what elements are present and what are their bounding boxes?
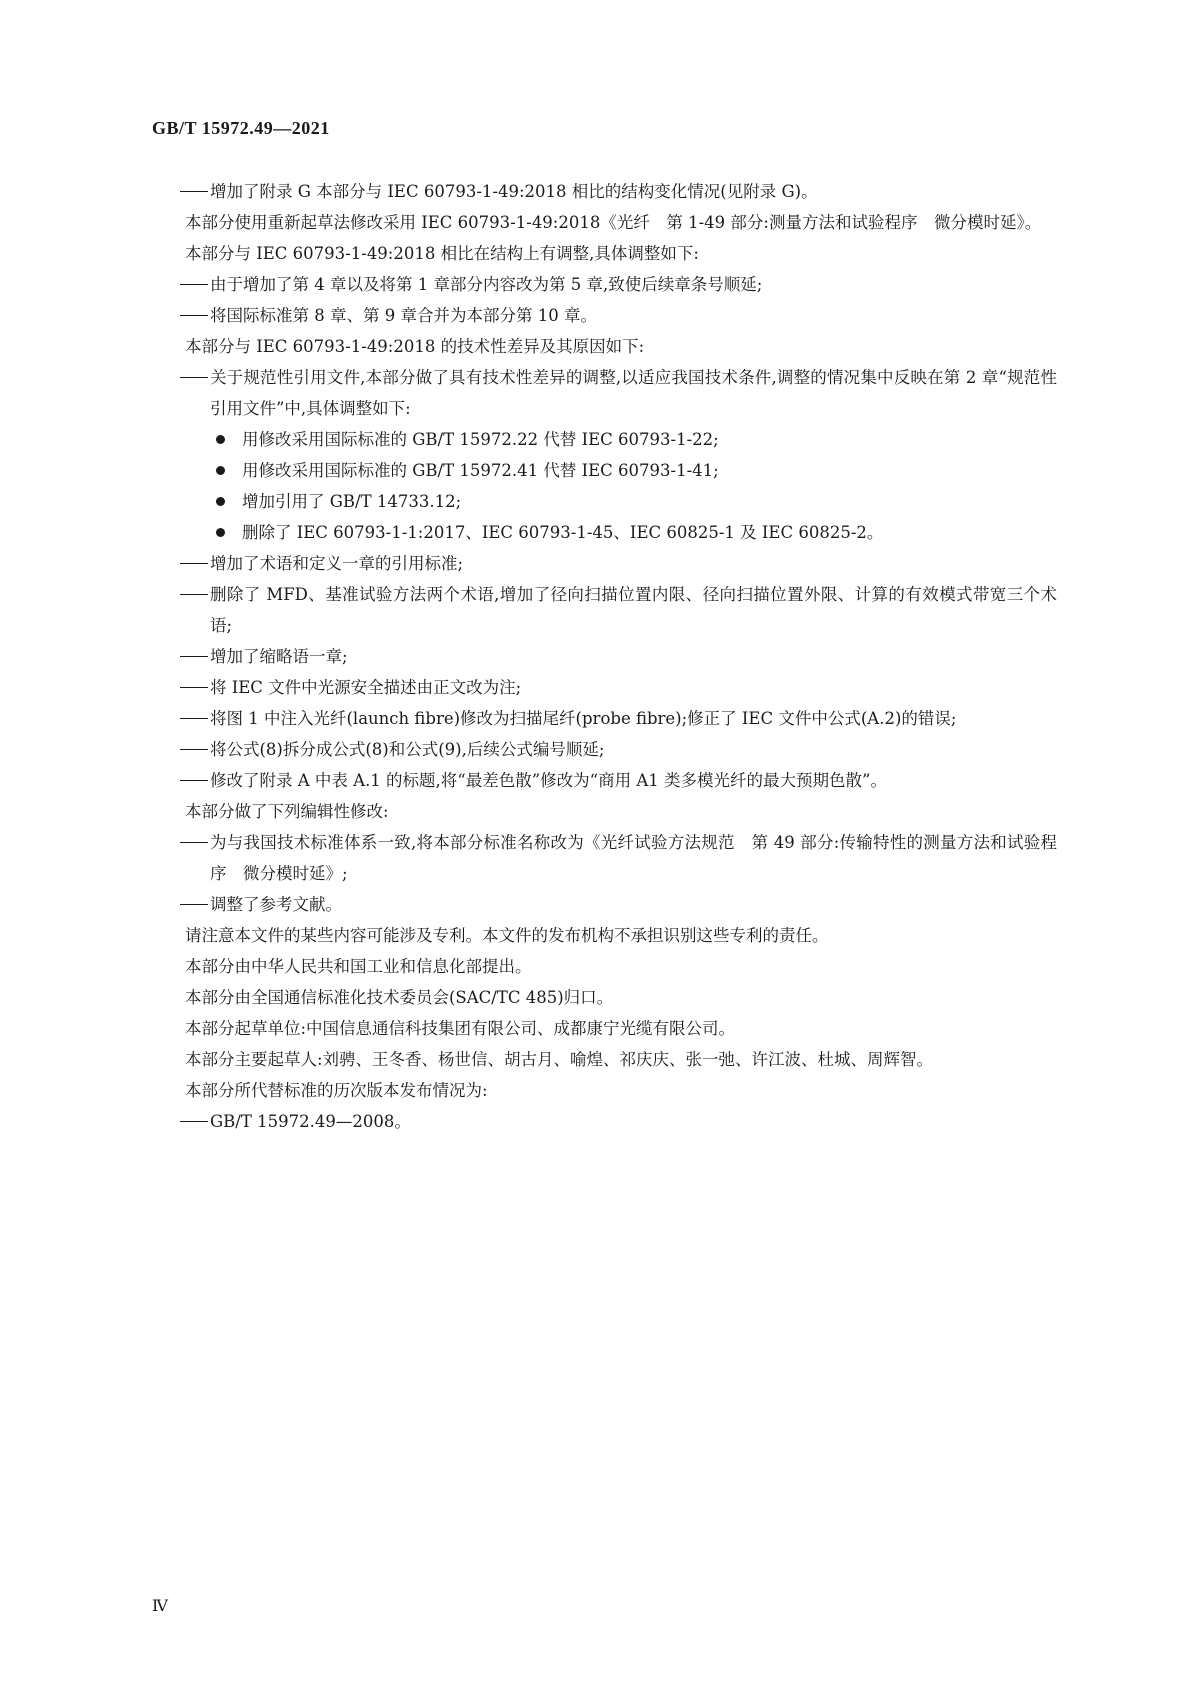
standard-number-header: GB/T 15972.49—2021 [152,118,330,138]
dash-item: 将国际标准第 8 章、第 9 章合并为本部分第 10 章。 [152,300,1057,331]
bullet-item [152,517,1057,548]
dash-item: 将图 1 中注入光纤(launch fibre)修改为扫描尾纤(probe fibre);修正了 IEC 文件中公式(A.2)的错误; [152,703,1057,734]
dash-item: 增加了缩略语一章; [152,641,1057,672]
foreword-body [152,176,1057,1137]
bullet-dot-icon [216,466,225,475]
bullet-dot-icon [216,528,225,537]
paragraph: 本部分主要起草人:刘骋、王冬香、杨世信、胡古月、喻煌、祁庆庆、张一弛、许江波、杜城、周辉智。 [185,1050,934,1069]
paragraph: 本部分使用重新起草法修改采用 IEC 60793-1-49:2018《光纤 第 1-49 部分:测量方法和试验程序 微分模时延》。 [185,213,1042,232]
bullet-dot-icon [216,497,225,506]
paragraph: 本部分与 IEC 60793-1-49:2018 的技术性差异及其原因如下: [185,337,645,356]
dash-item: 由于增加了第 4 章以及将第 1 章部分内容改为第 5 章,致使后续章条号顺延; [152,269,1057,300]
paragraph: 本部分由全国通信标准化技术委员会(SAC/TC 485)归口。 [185,988,614,1007]
dash-item: 为与我国技术标准体系一致,将本部分标准名称改为《光纤试验方法规范 第 49 部分:传输特性的测量方法和试验程序 微分模时延》; [152,827,1057,889]
paragraph: 本部分与 IEC 60793-1-49:2018 相比在结构上有调整,具体调整如下: [185,244,699,263]
dash-item: 调整了参考文献。 [152,889,1057,920]
bullet-item [152,424,1057,455]
bullet-text: 用修改采用国际标准的 GB/T 15972.22 代替 IEC 60793-1-22; [242,430,719,449]
dash-item: 关于规范性引用文件,本部分做了具有技术性差异的调整,以适应我国技术条件,调整的情况集中反映在第 2 章“规范性引用文件”中,具体调整如下: [152,362,1057,424]
dash-item: 删除了 MFD、基准试验方法两个术语,增加了径向扫描位置内限、径向扫描位置外限、计算的有效模式带宽三个术语; [152,579,1057,641]
bullet-text: 增加引用了 GB/T 14733.12; [242,492,462,511]
paragraph: 本部分做了下列编辑性修改: [185,802,389,821]
bullet-item [152,486,1057,517]
dash-item: 将 IEC 文件中光源安全描述由正文改为注; [152,672,1057,703]
page-number: Ⅳ [152,1596,168,1615]
dash-item: 修改了附录 A 中表 A.1 的标题,将“最差色散”修改为“商用 A1 类多模光纤的最大预期色散”。 [152,765,1057,796]
bullet-item [152,455,1057,486]
paragraph: 本部分所代替标准的历次版本发布情况为: [185,1081,488,1100]
bullet-text: 用修改采用国际标准的 GB/T 15972.41 代替 IEC 60793-1-41; [242,461,719,480]
dash-item: 增加了附录 G 本部分与 IEC 60793-1-49:2018 相比的结构变化情况(见附录 G)。 [152,176,1057,207]
paragraph: 请注意本文件的某些内容可能涉及专利。本文件的发布机构不承担识别这些专利的责任。 [185,926,829,945]
dash-item: GB/T 15972.49—2008。 [152,1106,1057,1137]
bullet-text: 删除了 IEC 60793-1-1:2017、IEC 60793-1-45、IEC 60825-1 及 IEC 60825-2。 [242,523,884,542]
paragraph: 本部分起草单位:中国信息通信科技集团有限公司、成都康宁光缆有限公司。 [185,1019,736,1038]
dash-item: 增加了术语和定义一章的引用标准; [152,548,1057,579]
paragraph: 本部分由中华人民共和国工业和信息化部提出。 [185,957,532,976]
dash-item: 将公式(8)拆分成公式(8)和公式(9),后续公式编号顺延; [152,734,1057,765]
bullet-dot-icon [216,435,225,444]
